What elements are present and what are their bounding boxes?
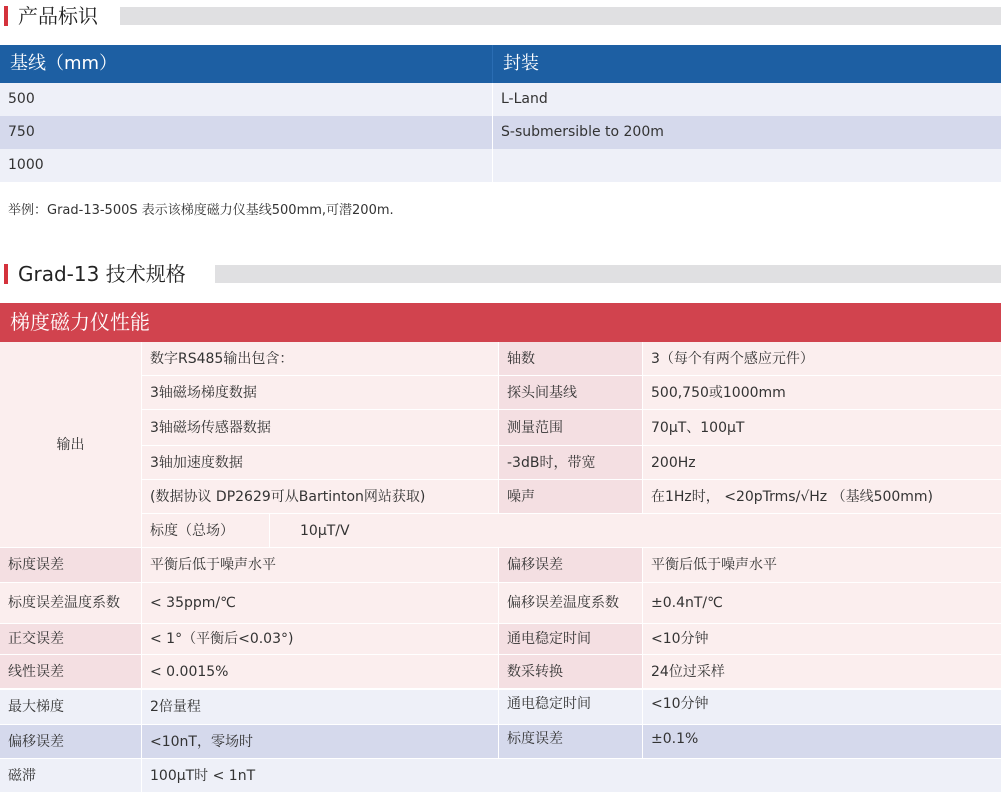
output-label: 输出 [0,342,141,547]
spec-label: 偏移误差 [0,725,141,758]
spec-label: 正交误差 [0,624,141,654]
section-header-specs [0,260,1001,286]
section-title: Grad-13 技术规格 [18,260,196,288]
cell-package [492,149,1001,182]
accent-bar [4,6,8,26]
spec-label: 通电稳定时间 [499,624,642,654]
spec-label: 噪声 [499,480,642,513]
output-item: 3轴加速度数据 [142,446,498,479]
spec-label: 最大梯度 [0,690,141,724]
spec-value: <10分钟 [643,690,1001,724]
spec-label: 偏移误差温度系数 [499,583,642,623]
spec-value: 100μT时 < 1nT [142,759,1001,792]
output-item: (数据协议 DP2629可从Bartinton网站获取) [142,480,498,513]
spec-value: 平衡后低于噪声水平 [142,548,498,582]
header-package: 封装 [492,45,1001,83]
cell-baseline: 500 [8,91,35,107]
spec-label: 偏移误差 [499,548,642,582]
header-strip [120,7,1001,25]
table-row [0,116,1001,149]
header-strip [215,265,1001,283]
spec-value: < 35ppm/℃ [142,583,498,623]
scale-label: 标度（总场） [142,514,269,547]
spec-value: <10nT，零场时 [142,725,498,758]
cell-baseline: 1000 [8,157,44,173]
spec-value: 70μT、100μT [643,410,1001,445]
scale-value: 10μT/V [270,514,1001,547]
spec-value: ±0.4nT/℃ [643,583,1001,623]
header-baseline: 基线（mm） [10,53,118,74]
table-row [0,83,1001,116]
spec-label: 标度误差 [0,548,141,582]
spec-value: < 0.0015% [142,655,498,688]
spec-value: 500,750或1000mm [643,376,1001,409]
spec-value: 平衡后低于噪声水平 [643,548,1001,582]
cell-baseline: 750 [8,124,35,140]
spec-value: 在1Hz时， <20pTrms/√Hz （基线500mm) [643,480,1001,513]
product-id-table [0,45,1001,182]
output-item: 3轴磁场传感器数据 [142,410,498,445]
accent-bar [4,264,8,284]
section-title: 产品标识 [18,2,108,30]
cell-package: S-submersible to 200m [492,116,1001,149]
spec-label: -3dB时，带宽 [499,446,642,479]
table-row [0,149,1001,182]
table-header [0,45,1001,83]
output-item: 数字RS485输出包含： [142,342,498,375]
cell-package: L-Land [492,83,1001,116]
spec-value: <10分钟 [643,624,1001,654]
spec-label: 测量范围 [499,410,642,445]
output-item: 3轴磁场梯度数据 [142,376,498,409]
section-header-product-id [0,2,1001,28]
spec-value: 3（每个有两个感应元件） [643,342,1001,375]
spec-label: 磁滞 [0,759,141,792]
spec-label: 轴数 [499,342,642,375]
spec-label: 通电稳定时间 [499,690,642,724]
spec-value: < 1°（平衡后<0.03°) [142,624,498,654]
example-note: 举例：Grad-13-500S 表示该梯度磁力仪基线500mm,可潜200m. [8,203,394,218]
spec-label: 探头间基线 [499,376,642,409]
spec-table-title: 梯度磁力仪性能 [0,303,1001,342]
spec-value: 24位过采样 [643,655,1001,688]
spec-label: 线性误差 [0,655,141,688]
spec-value: 200Hz [643,446,1001,479]
spec-value: ±0.1% [643,725,1001,758]
spec-label: 数采转换 [499,655,642,688]
spec-label: 标度误差 [499,725,642,758]
spec-label: 标度误差温度系数 [0,583,141,623]
spec-value: 2倍量程 [142,690,498,724]
